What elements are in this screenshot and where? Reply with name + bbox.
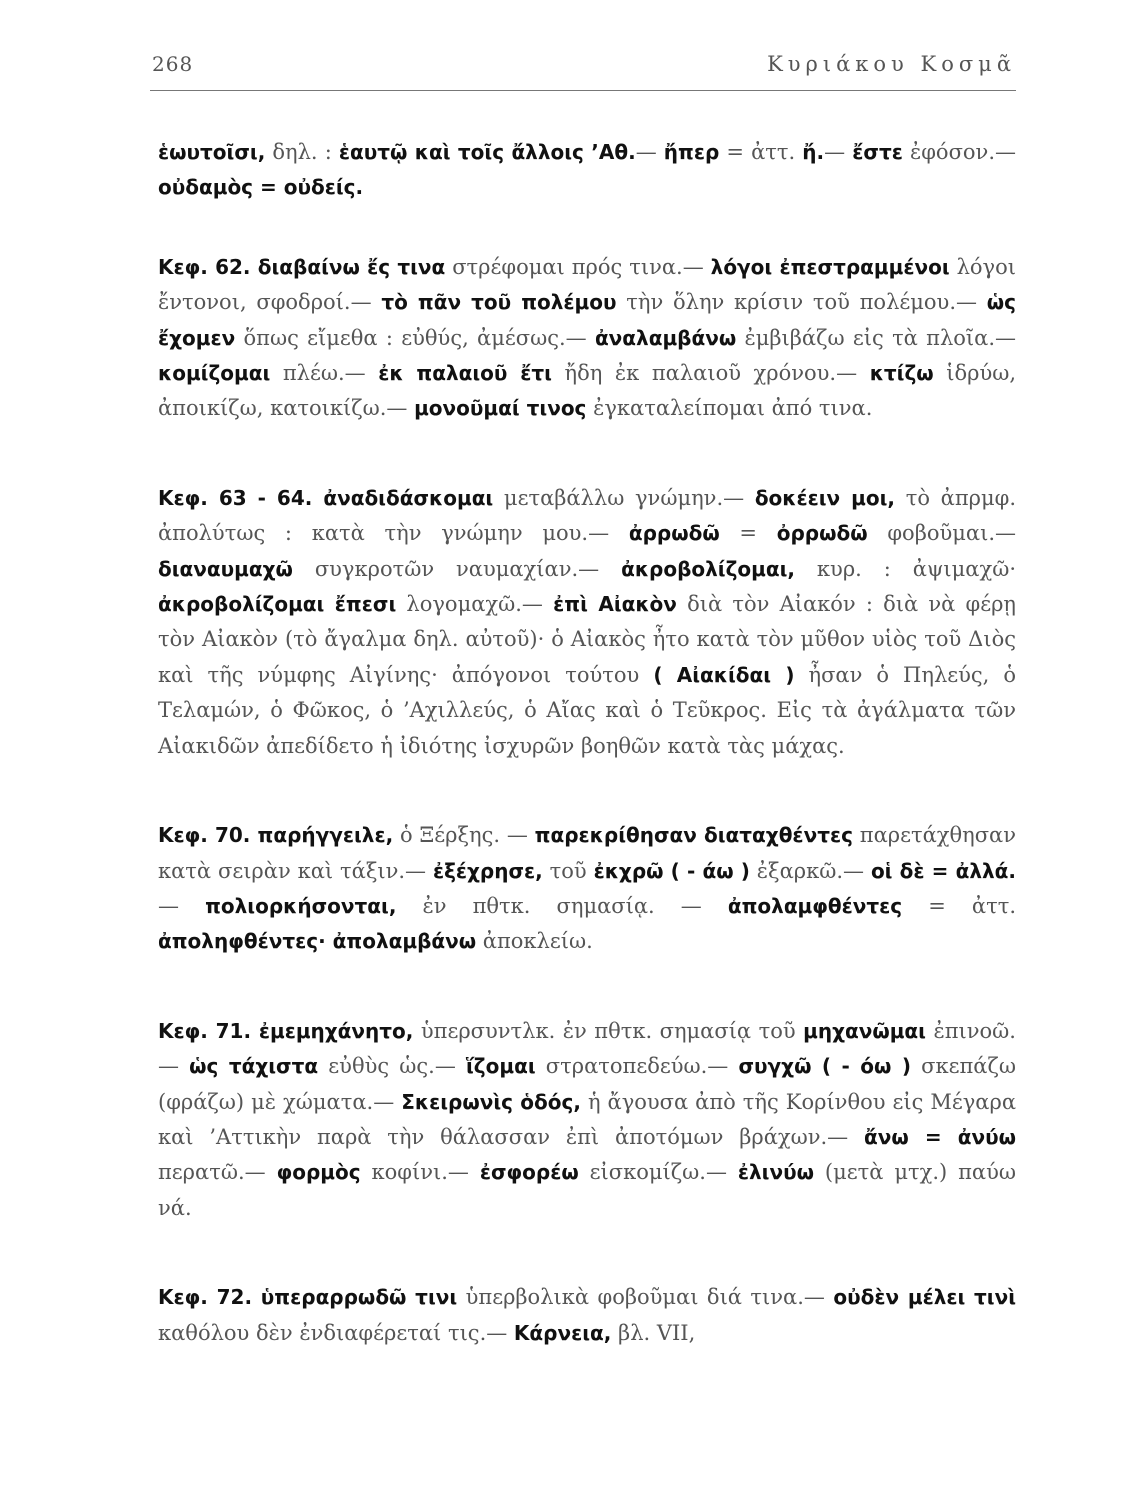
headword: οὐδαμὸς = οὐδείς. <box>158 175 364 200</box>
gloss-text: ὑπερσυντλκ. ἐν πθτκ. σημασίᾳ τοῦ <box>413 1018 804 1043</box>
headword: λόγοι ἐπεστραμμένοι <box>710 254 950 279</box>
gloss-text: ἐφόσον.— <box>902 140 1016 164</box>
paragraph-chapter-72 <box>158 1280 1016 1351</box>
gloss-text: ἀποκλείω. <box>476 929 593 954</box>
gloss-text: ἐν πθτκ. σημασίᾳ. — <box>396 893 728 918</box>
headword: ἐλινύω <box>737 1160 814 1185</box>
gloss-text: συγκροτῶν ναυμαχίαν.— <box>292 556 622 581</box>
gloss-text: λόγοι ἔντονοι, σφοδροί.— <box>158 254 1016 315</box>
headword: ὡς ἔχομεν <box>158 290 1017 350</box>
headword: ἤ. <box>802 140 825 164</box>
headword: δοκέειν μοι, <box>754 485 896 510</box>
headword: Σκειρωνὶς ὁδός, <box>401 1089 581 1114</box>
headword: ἐκ παλαιοῦ ἔτι <box>378 361 552 386</box>
headword: ἀπολαμφθέντες <box>727 893 903 918</box>
headword: οἱ δὲ = ἀλλά. <box>870 858 1016 883</box>
running-title: Κυριάκου Κοσμᾶ <box>767 52 1016 76</box>
page-header <box>150 50 1016 91</box>
headword: ἵζομαι <box>466 1054 536 1079</box>
headword: κομίζομαι <box>158 361 271 386</box>
headword: διαναυμαχῶ <box>158 556 293 581</box>
headword: τὸ πᾶν τοῦ πολέμου <box>381 290 617 315</box>
gloss-text: πλέω.— <box>270 361 379 386</box>
gloss-text: ἤδη ἐκ παλαιοῦ χρόνου.— <box>551 361 870 386</box>
paragraph-chapter-70 <box>158 818 1016 960</box>
gloss-text: ἦσαν ὁ Πηλεύς, ὁ Τελαμών, ὁ Φῶκος, ὁ ’Αχιλλεύς, ὁ Αἴας καὶ ὁ Τεῦκρος. Εἰς τὰ ἀγάλματα τῶν Αἰακιδῶν ἀπεδίδετο ἡ ἰδιότης ἰσχυρῶν βοηθῶν κατὰ τὰς μάχας. <box>158 662 1017 758</box>
gloss-text: κοφίνι.— <box>360 1160 480 1185</box>
gloss-text: σκεπάζω (φράζω) μὲ χώματα.— <box>158 1054 1016 1114</box>
gloss-text: ἐγκαταλείπομαι ἀπό τινα. <box>586 396 873 421</box>
gloss-text: διὰ τὸν Αἰακόν : διὰ νὰ φέρῃ τὸν Αἰακὸν (τὸ ἄγαλμα δηλ. αὐτοῦ)· ὁ Αἰακὸς ἦτο κατὰ τὸν μῦθον υἱὸς τοῦ Διὸς καὶ τῆς νύμφης Αἰγίνης· ἀπόγονοι τούτου <box>158 592 1016 687</box>
headword: Κεφ. 62. διαβαίνω ἔς τινα <box>158 254 446 279</box>
gloss-text: = ἀττ. <box>902 893 1016 918</box>
gloss-text: ὅπως εἴμεθα : εὐθύς, ἀμέσως.— <box>235 325 595 350</box>
headword: Κεφ. 70. παρήγγειλε, <box>158 823 394 848</box>
headword: ἀποληφθέντες· ἀπολαμβάνω <box>158 929 477 954</box>
headword: οὐδὲν μέλει τινὶ <box>833 1285 1017 1310</box>
page-number: 268 <box>152 52 194 76</box>
gloss-text: ἡ ἄγουσα ἀπὸ τῆς Κορίνθου εἰς Μέγαρα καὶ ’Αττικὴν παρὰ τὴν θάλασσαν ἐπὶ ἀποτόμων βράχων.— <box>158 1089 1017 1149</box>
headword: ἐσφορέω <box>479 1160 579 1185</box>
gloss-text: — <box>824 140 853 164</box>
gloss-text: ἐπινοῶ.— <box>158 1018 1016 1079</box>
gloss-text: ὑπερβολικὰ φοβοῦμαι διά τινα.— <box>457 1285 834 1310</box>
gloss-text: — <box>635 140 664 164</box>
headword: ἐκχρῶ ( - άω ) <box>593 858 750 883</box>
headword: μηχανῶμαι <box>803 1018 926 1043</box>
headword: φορμὸς <box>276 1160 361 1185</box>
gloss-text: = <box>719 521 777 546</box>
gloss-text: ὁ Ξέρξης. — <box>393 823 535 848</box>
headword: πολιορκήσονται, <box>205 893 397 918</box>
paragraph-chapter-63-64 <box>158 481 1016 764</box>
gloss-text: τοῦ <box>542 858 594 883</box>
gloss-text: καθόλου δὲν ἐνδιαφέρεταί τις.— <box>158 1320 514 1345</box>
paragraph-continuation <box>158 135 1016 206</box>
headword: ἀναλαμβάνω <box>594 325 737 350</box>
headword: ἑαυτῷ καὶ τοῖς ἄλλοις ’Αθ. <box>338 140 636 164</box>
headword: ἀρρωδῶ <box>628 521 720 546</box>
headword: ὡς τάχιστα <box>189 1054 319 1079</box>
headword: ἔστε <box>852 140 903 164</box>
gloss-text: βλ. VII, <box>611 1320 696 1345</box>
headword: ἀκροβολίζομαι ἔπεσι <box>158 592 397 617</box>
gloss-text: μεταβάλλω γνώμην.— <box>493 485 755 510</box>
gloss-text: ἐξαρκῶ.— <box>749 858 871 883</box>
headword: συγχῶ ( - όω ) <box>738 1054 911 1079</box>
headword: μονοῦμαί τινος <box>414 396 587 421</box>
paragraph-chapter-62 <box>158 250 1016 427</box>
headword: Κεφ. 71. ἐμεμηχάνητο, <box>158 1018 414 1043</box>
gloss-text: τὸ ἀπρμφ. ἀπολύτως : κατὰ τὴν γνώμην μου.— <box>158 485 1017 546</box>
headword: Κεφ. 63 - 64. ἀναδιδάσκομαι <box>158 485 494 510</box>
gloss-text: περατῶ.— <box>158 1160 277 1185</box>
headword: Κάρνεια, <box>513 1320 612 1345</box>
gloss-text: = ἀττ. <box>719 140 803 164</box>
headword: ἐξέχρησε, <box>432 858 543 883</box>
headword: ἀκροβολίζομαι, <box>621 556 795 581</box>
headword: ( Αἰακίδαι ) <box>653 662 795 687</box>
gloss-text: εἰσκομίζω.— <box>578 1160 738 1185</box>
headword: κτίζω <box>869 361 934 386</box>
page-body <box>158 114 1016 1405</box>
headword: Κεφ. 72. ὑπεραρρωδῶ τινι <box>158 1285 458 1310</box>
gloss-text: κυρ. : ἀψιμαχῶ· <box>795 556 1016 581</box>
gloss-text: δηλ. : <box>265 140 339 164</box>
headword: ἐπὶ Αἰακὸν <box>553 592 677 617</box>
gloss-text: στρατοπεδεύω.— <box>535 1054 739 1079</box>
headword: ἤπερ <box>663 140 720 164</box>
gloss-text: τὴν ὅλην κρίσιν τοῦ πολέμου.— <box>616 290 987 315</box>
gloss-text: (μετὰ μτχ.) παύω νά. <box>158 1160 1017 1220</box>
headword: ἄνω = ἀνύω <box>864 1124 1016 1149</box>
paragraph-chapter-71 <box>158 1014 1016 1226</box>
gloss-text: στρέφομαι πρός τινα.— <box>445 254 711 279</box>
gloss-text: λογομαχῶ.— <box>396 592 554 617</box>
gloss-text: παρετάχθησαν κατὰ σειρὰν καὶ τάξιν.— <box>158 823 1017 883</box>
gloss-text: εὐθὺς ὡς.— <box>318 1054 467 1079</box>
gloss-text: φοβοῦμαι.— <box>867 521 1016 546</box>
gloss-text: ἱδρύω, ἀποικίζω, κατοικίζω.— <box>158 361 1017 421</box>
gloss-text: — <box>158 893 206 918</box>
gloss-text: ἐμβιβάζω εἰς τὰ πλοῖα.— <box>736 325 1016 350</box>
headword: ὀρρωδῶ <box>776 521 868 546</box>
headword: παρεκρίθησαν διαταχθέντες <box>534 823 853 848</box>
headword: ἑωυτοῖσι, <box>158 140 266 164</box>
